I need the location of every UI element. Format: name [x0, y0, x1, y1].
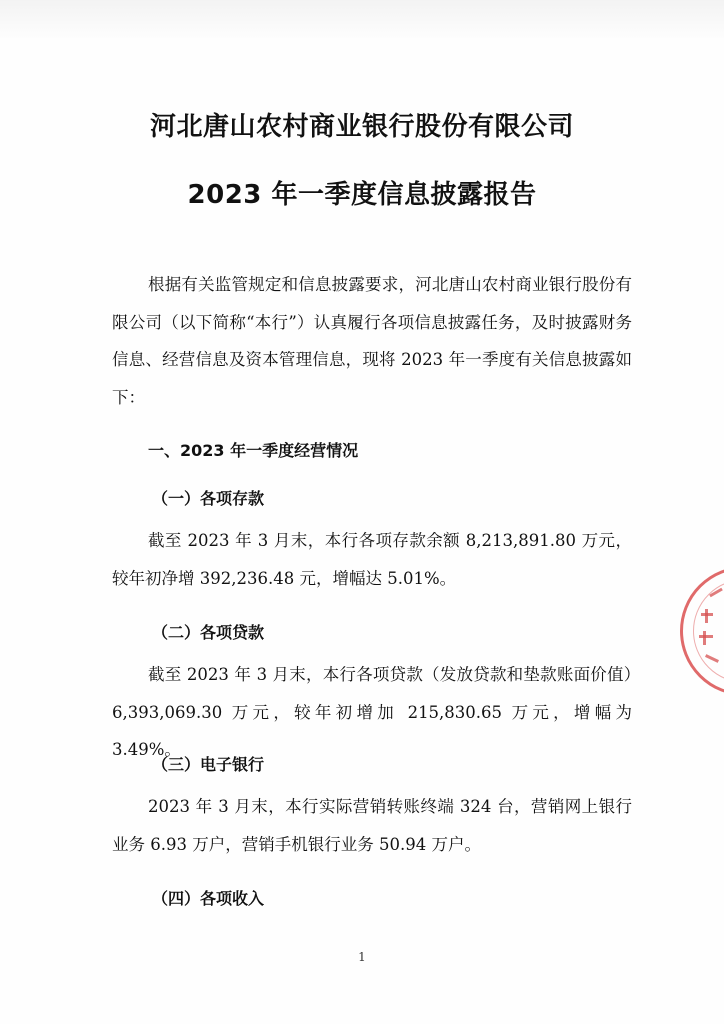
section-heading-operations: 一、2023 年一季度经营情况 [148, 441, 359, 460]
official-seal-stamp [680, 566, 724, 696]
document-title: 河北唐山农村商业银行股份有限公司 [149, 112, 574, 142]
subheading-income: （四）各项收入 [152, 889, 265, 908]
paragraph-ebanking: 2023 年 3 月末，本行实际营销转账终端 324 台，营销网上银行业务 6.93 万户，营销手机银行业务 50.94 万户。 [112, 797, 632, 854]
seal-glyph-mark [699, 635, 713, 638]
page-number: 1 [358, 950, 366, 964]
scan-edge-shade [0, 0, 724, 38]
paragraph-loans: 截至 2023 年 3 月末，本行各项贷款（发放贷款和垫款账面价值）6,393,069.30 万元，较年初增加 215,830.65 万元，增幅为 3.49%。 [112, 665, 632, 759]
seal-glyph-mark [705, 609, 708, 623]
subheading-ebanking: （三）电子银行 [152, 755, 265, 774]
document-subtitle: 2023 年一季度信息披露报告 [187, 180, 537, 210]
subheading-loans: （二）各项贷款 [152, 623, 265, 642]
subheading-deposits: （一）各项存款 [152, 489, 265, 508]
paragraph-deposits: 截至 2023 年 3 月末，本行各项存款余额 8,213,891.80 万元，较年初净增 392,236.48 元，增幅达 5.01%。 [112, 531, 632, 588]
intro-paragraph: 根据有关监管规定和信息披露要求，河北唐山农村商业银行股份有限公司（以下简称“本行”）认真履行各项信息披露任务，及时披露财务信息、经营信息及资本管理信息，现将 2023 年一季度有关信息披露如下： [112, 275, 632, 407]
seal-glyph-mark [703, 631, 706, 645]
